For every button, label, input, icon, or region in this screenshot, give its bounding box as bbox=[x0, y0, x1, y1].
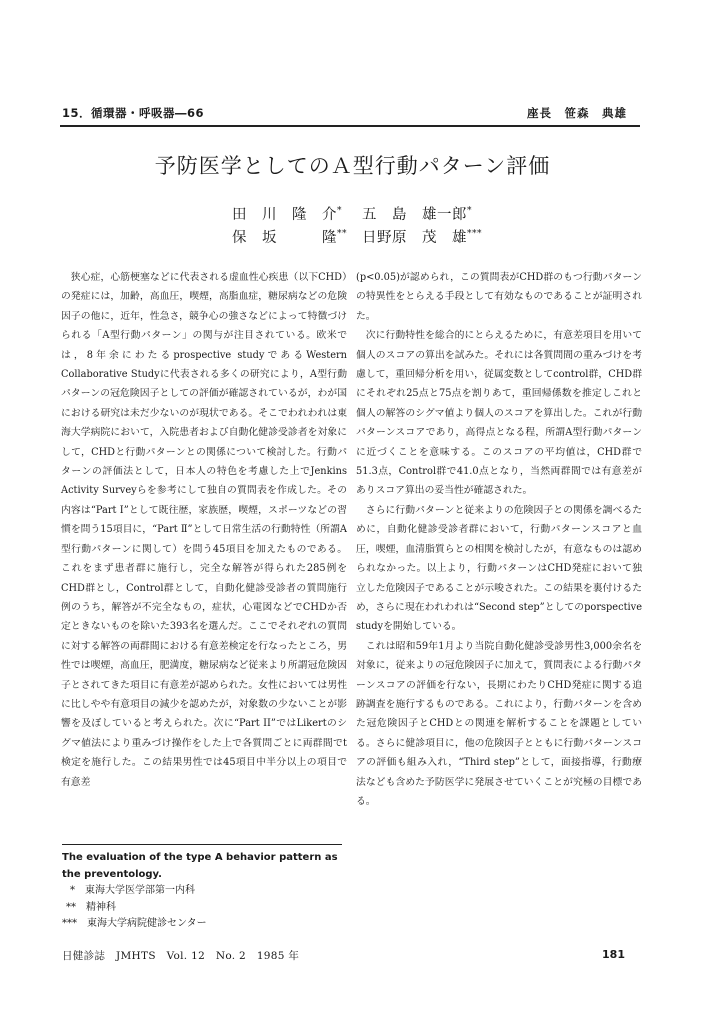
affiliation: ** 精神科 bbox=[66, 901, 116, 913]
footnotes bbox=[62, 850, 347, 933]
session-chair: 座長 笹森 典雄 bbox=[527, 106, 627, 120]
english-title: The evaluation of the type A behavior pattern as the preventology. bbox=[62, 852, 338, 880]
body-right-column bbox=[356, 268, 642, 811]
header-divider bbox=[60, 125, 640, 127]
author-name: 五 島 雄一郎 bbox=[362, 207, 467, 223]
paragraph: これは昭和59年1月より当院自動化健診受診男性3,000余名を対象に，従来よりの冠危険因子に加えて，質問表による行動パターンスコアの評価を行ない，長期にわたりCHD発症に関する追跡調査を施行するものである。これにより，行動パターンを含めた冠危険因子とCHDとの関連を解析することを課題としている。さらに健診項目に，他の危険因子とともに行動パターンスコアの評価も組み入れ，“Third step”として，面接指導，行動療法なども含めた予防医学に発展させていくことが究極の目標である。 bbox=[356, 640, 642, 807]
author-mark: * bbox=[337, 206, 342, 217]
author-1 bbox=[232, 203, 342, 224]
footnote-divider bbox=[62, 844, 342, 845]
author-3 bbox=[232, 226, 347, 247]
author-mark: ** bbox=[337, 229, 347, 240]
paragraph: (p<0.05)が認められ，この質問表がCHD群のもつ行動パターンの特異性をとらえる手段として有効なものであることが証明された。 bbox=[356, 272, 642, 322]
author-name: 田 川 隆 介 bbox=[232, 207, 337, 223]
body-left-column bbox=[61, 268, 347, 792]
author-name: 保 坂 隆 bbox=[232, 230, 337, 246]
journal-citation: 日健診誌 JMHTS Vol. 12 No. 2 1985 年 bbox=[62, 950, 300, 962]
affiliation: * 東海大学医学部第一内科 bbox=[70, 885, 195, 896]
paragraph: さらに行動パターンと従来よりの危険因子との関係を調べるために，自動化健診受診者群において，行動パターンスコアと血圧，喫煙，血清脂質らとの相関を検討したが，有意なものは認められなかった。以上より，行動パターンはCHD発症において独立した危険因子であることが示唆された。この結果を裏付けるため，さらに現在われわれは“Second step”としてのporspective studyを開始している。 bbox=[356, 504, 642, 633]
author-mark: *** bbox=[467, 229, 482, 240]
author-mark: * bbox=[467, 206, 472, 217]
page-number: 181 bbox=[602, 948, 625, 961]
paragraph: 次に行動特性を総合的にとらえるために，有意差項目を用いて個人のスコアの算出を試みた。それには各質問間の重みづけを考慮して，重回帰分析を用い，従属変数としてcontrol群，CHD群にそれぞれ25点と75点を割りあて，重回帰係数を推定しこれと個人の解答のシグマ値より個人のスコアを算出した。これが行動パターンスコアであり，高得点となる程，所謂A型行動パターンに近づくことを意味する。このスコアの平均値は，CHD群で51.3点，Control群で41.0点となり，当然両群間では有意差がありスコア算出の妥当性が確認された。 bbox=[356, 330, 642, 497]
affiliation: *** 東海大学病院健診センター bbox=[62, 918, 207, 929]
paragraph: 狭心症，心筋梗塞などに代表される虚血性心疾患（以下CHD）の発症には，加齢，高血圧，喫煙，高脂血症，糖尿病などの危険因子の他に，近年，性急さ，競争心の強さなどによって特徴づけられる「A型行動パターン」の関与が注目されている。欧米では，8年余にわたるprospective studyであるWestern Collaborative Studyに代表される多くの研究により，A型行動パターンの冠危険因子としての評価が確認されているが，わが国における研究は未だ少ないのが現状である。そこでわれわれは東海大学病院において，入院患者および自動化健診受診者を対象にして，CHDと行動パターンとの関係について検討した。行動パターンの評価法として，日本人の特色を考慮した上でJenkins Activity Surveyらを参考にして独自の質問表を作成した。その内容は“Part Ⅰ”として既往歴，家族歴，喫煙，スポーツなどの習慣を問う15項目に，“Part Ⅱ”として日常生活の行動特性（所謂A型行動パターンに関して）を問う45項目を加えたものである。これをまず患者群に施行し，完全な解答が得られた285例をCHD群とし，Control群として，自動化健診受診者の質問施行例のうち，解答が不完全なもの，症状，心電図などでCHDか否定ときないものを除いた393名を選んだ。ここでそれぞれの質問に対する解答の両群間における有意差検定を行なったところ，男性では喫煙，高血圧，肥満度，糖尿病など従来より所謂冠危険因子とされてきた項目に有意差が認められた。女性においては男性に比しやや有意項目の減少を認めたが，対象数の少ないことが影響を及ぼしていると考えられた。次に“Part II”ではLikertのシグマ値法により重みづけ操作をした上で各質問ごとに両群間でt検定を施行した。この結果男性では45項目中半分以上の項目で有意差 bbox=[61, 272, 347, 788]
paper-title: 予防医学としてのＡ型行動パターン評価 bbox=[154, 154, 551, 178]
author-2 bbox=[362, 203, 472, 224]
author-name: 日野原 茂 雄 bbox=[362, 230, 467, 246]
section-header: 15．循環器・呼吸器―66 bbox=[62, 106, 205, 120]
author-4 bbox=[362, 226, 482, 247]
